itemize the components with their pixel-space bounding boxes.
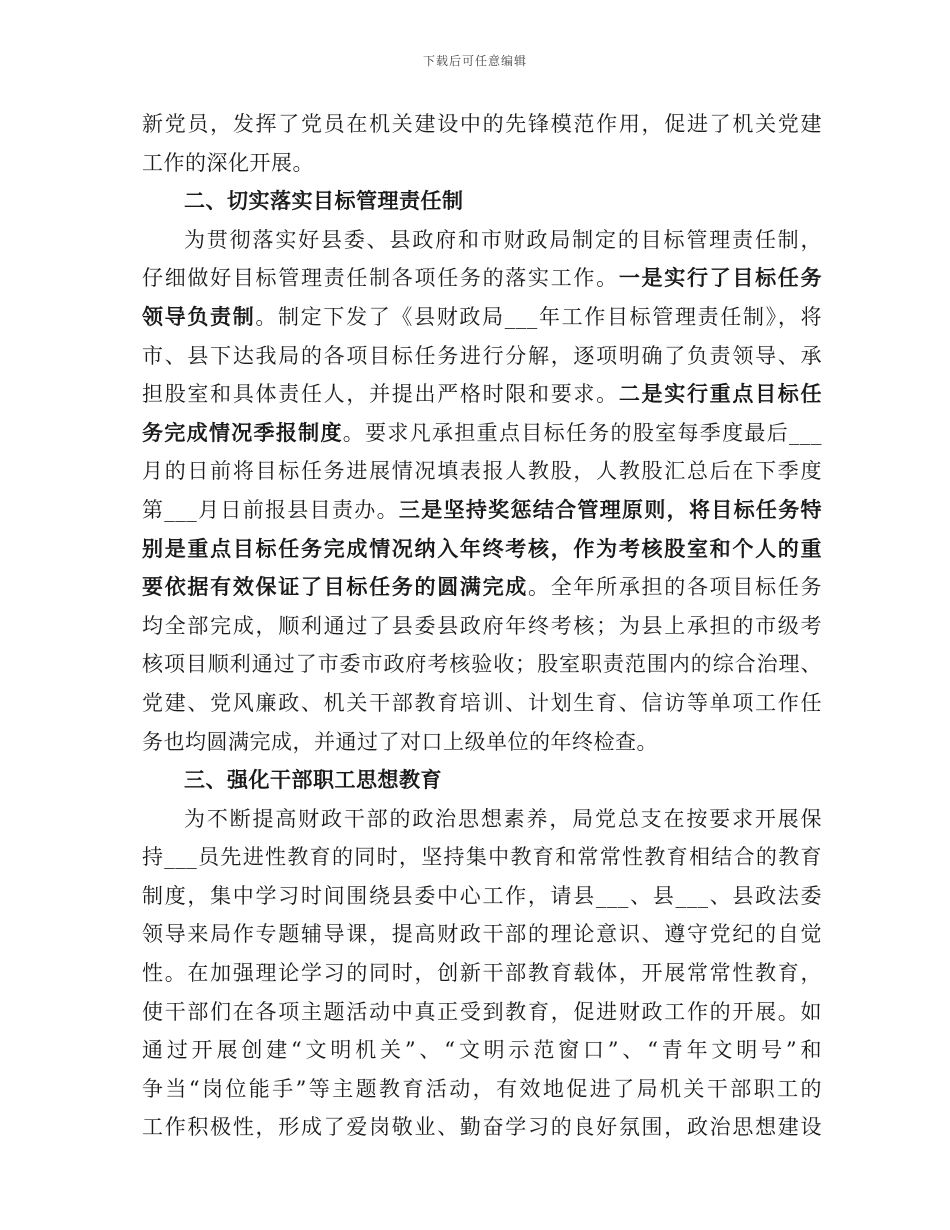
text-line (142, 298, 822, 337)
text-line: 领导来局作专题辅导课，提高财政干部的理论意识、遵守党纪的自觉 (142, 922, 822, 947)
text-line: 为贯彻落实好县委、县政府和市财政局制定的目标管理责任制， (184, 227, 822, 252)
text-span: 。全年所承担的各项目标任务 (528, 575, 822, 600)
text-line: 制度，集中学习时间围绕县委中心工作，请县___、县___、县政法委 (142, 883, 822, 908)
text-line (142, 530, 822, 569)
text-line: 性。在加强理论学习的同时，创新干部教育载体，开展常常性教育， (142, 961, 822, 986)
text-line: 月的日前将目标任务进展情况填表报人教股，人教股汇总后在下季度 (142, 459, 822, 484)
text-line (142, 259, 822, 298)
bold-text: 要依据有效保证了目标任务的圆满完成 (142, 574, 529, 600)
text-line: 核项目顺利通过了市委市政府考核验收；股室职责范围内的综合治理、 (142, 652, 822, 677)
text-line (142, 375, 822, 414)
bold-text: 二是实行重点目标任 (618, 381, 822, 407)
section-heading: 三、强化干部职工思想教育 (184, 767, 442, 793)
document-body (142, 105, 822, 1147)
text-line: 新党员，发挥了党员在机关建设中的先锋模范作用，促进了机关党建 (142, 112, 822, 136)
text-span: 。制定下发了《县财政局___年工作目标管理责任制》，将 (255, 304, 823, 329)
page-header: 下载后可任意编辑 (422, 54, 527, 68)
text-line: 均全部完成，顺利通过了县委县政府年终考核；为县上承担的市级考 (142, 613, 822, 638)
text-line: 争当“岗位能手”等主题教育活动，有效地促进了局机关干部职工的 (142, 1076, 822, 1101)
text-span: 仔细做好目标管理责任制各项任务的落实工作。 (142, 266, 619, 291)
text-span: 。要求凡承担重点目标任务的股室每季度最后___ (342, 420, 823, 445)
section-heading: 二、切实落实目标管理责任制 (184, 188, 464, 214)
bold-text: 一是实行了目标任务 (618, 265, 822, 291)
bold-text: 领导负责制 (142, 303, 256, 329)
text-line: 市、县下达我局的各项目标任务进行分解，逐项明确了负责领导、承 (142, 343, 822, 368)
text-line: 务也均圆满完成，并通过了对口上级单位的年终检查。 (142, 729, 658, 754)
bold-text: 三是坚持奖惩结合管理原则，将目标任务特 (398, 496, 823, 522)
text-line (142, 414, 822, 453)
text-line (142, 568, 822, 607)
text-line: 工作积极性，形成了爱岗敬业、勤奋学习的良好氛围，政治思想建设 (142, 1115, 822, 1140)
text-line: 党建、党风廉政、机关干部教育培训、计划生育、信访等单项工作任 (142, 690, 822, 715)
text-line: 使干部们在各项主题活动中真正受到教育，促进财政工作的开展。如 (142, 999, 822, 1024)
bold-text: 别是重点目标任务完成情况纳入年终考核，作为考核股室和个人的重 (142, 535, 822, 561)
text-line: 持___员先进性教育的同时，坚持集中教育和常常性教育相结合的教育 (142, 845, 822, 870)
bold-text: 务完成情况季报制度 (142, 419, 343, 445)
text-line (142, 491, 822, 530)
text-span: 第___月日前报县目责办。 (142, 497, 399, 522)
text-line: 为不断提高财政干部的政治思想素养，局党总支在按要求开展保 (184, 806, 822, 831)
text-line: 工作的深化开展。 (142, 150, 314, 175)
text-span: 担股室和具体责任人，并提出严格时限和要求。 (142, 382, 619, 407)
text-line: 通过开展创建“文明机关”、“文明示范窗口”、“青年文明号”和 (142, 1038, 822, 1063)
